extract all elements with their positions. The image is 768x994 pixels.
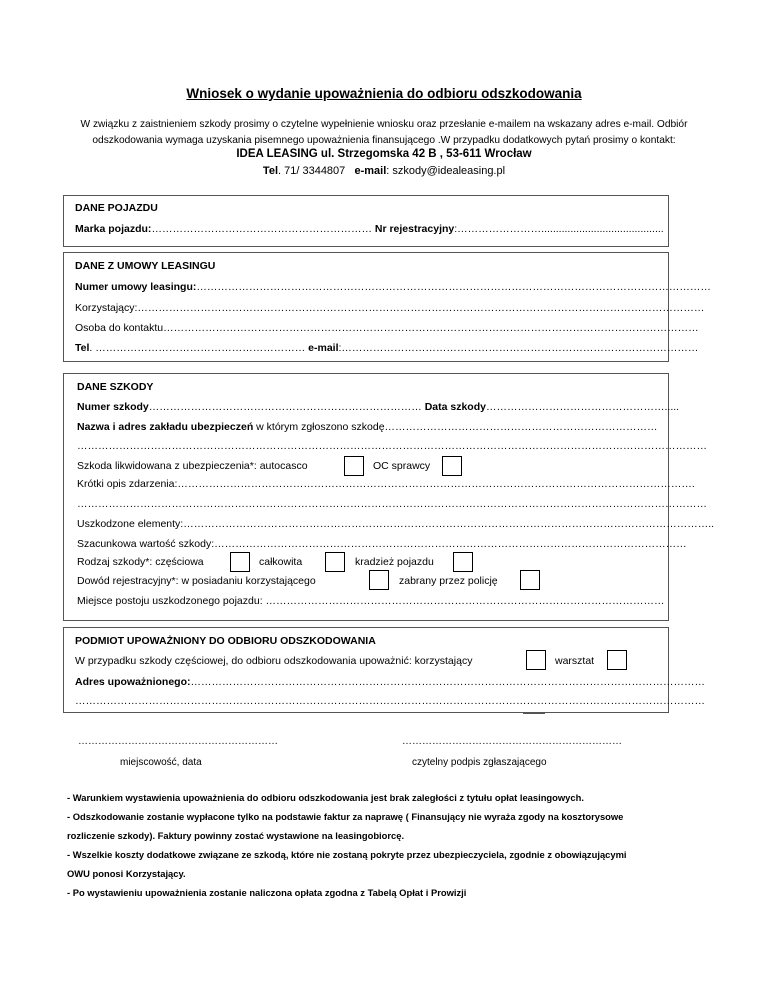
contact-line xyxy=(0,165,768,177)
doc-police-checkbox[interactable] xyxy=(520,570,540,590)
notes xyxy=(67,788,727,902)
damage-heading: DANE SZKODY xyxy=(77,381,154,393)
note-2-cont: rozliczenie szkody). Faktury powinny zostać wystawione na leasingobiorcę. xyxy=(67,830,405,841)
registration-doc-label: Dowód rejestracyjny*: w posiadaniu korzystającego xyxy=(77,575,316,587)
damage-type-label: Rodzaj szkody*: częściowa xyxy=(77,556,204,568)
signature-dots[interactable]: ………………………………………………………… xyxy=(402,736,622,747)
place-date-dots[interactable]: …………………………………………………… xyxy=(78,736,278,747)
damage-section xyxy=(63,373,715,621)
authorized-heading: PODMIOT UPOWAŻNIONY DO ODBIORU ODSZKODOWANIA xyxy=(75,635,376,647)
email-value: : szkody@idealeasing.pl xyxy=(386,165,506,177)
korzystajacy-field[interactable]: Korzystający:……………………………………………………………………………………………………………………………………………… xyxy=(75,302,705,314)
intro-line-2: odszkodowania wymaga uzyskania pisemnego upoważnienia finansującego .W przypadku dodatkowych pytań prosimy o kontakt: xyxy=(92,135,676,146)
partial-damage-checkbox[interactable] xyxy=(230,552,250,572)
marka-label: Marka pojazdu: xyxy=(75,223,152,235)
parking-location-field[interactable]: Miejsce postoju uszkodzonego pojazdu: …………………………………………………………………………………………………… xyxy=(77,595,665,607)
workshop-label: warsztat xyxy=(555,655,595,667)
authorized-address-field[interactable] xyxy=(75,676,705,688)
company-address: IDEA LEASING ul. Strzegomska 42 B , 53-611 Wrocław xyxy=(236,148,532,160)
umowa-number-dots: ………………………………………………………………………………………………………………………………… xyxy=(196,281,711,293)
osoba-kontakt-field[interactable]: Osoba do kontaktu……………………………………………………………………………………………………………………………………… xyxy=(75,322,699,334)
oc-label: OC sprawcy xyxy=(373,460,431,472)
umowa-number-label: Numer umowy leasingu: xyxy=(75,281,197,293)
email-label: e-mail xyxy=(354,165,387,177)
damage-date-dots: ……………………………………………..... xyxy=(485,401,680,413)
theft-label: kradzież pojazdu xyxy=(355,556,434,568)
insurer-dots-line[interactable]: ……………………………………………………………………………………………………………………………………………………………… xyxy=(77,440,707,452)
note-2: - Odszkodowanie zostanie wypłacone tylko na podstawie faktur za naprawę ( Finansujący nie wyraża zgody na kosztorysowe xyxy=(67,811,624,822)
doc-with-lessee-checkbox[interactable] xyxy=(369,570,389,590)
damage-number-field[interactable] xyxy=(77,401,680,413)
note-1: - Warunkiem wystawienia upoważnienia do odbioru odszkodowania jest brak zaległości z tytułu opłat leasingowych. xyxy=(67,792,584,803)
damage-date-label: Data szkody xyxy=(421,401,486,413)
place-date-label: miejscowość, data xyxy=(120,757,202,768)
authorized-address-dots-line[interactable]: ……………………………………………………………………………………………………………………………………………………………… xyxy=(75,695,705,707)
intro-line-1: W związku z zaistnieniem szkody prosimy o czytelne wypełnienie wniosku oraz przesłanie e-mailem na wskazany adres e-mail. Odbiór xyxy=(80,119,688,130)
note-3: - Wszelkie koszty dodatkowe związane ze szkodą, które nie zostaną pokryte przez ubezpieczyciela, zgodnie z obowiązującymi xyxy=(67,849,627,860)
damage-number-label: Numer szkody xyxy=(77,401,149,413)
authorized-address-dots: ………………………………………………………………………………………………………………………………… xyxy=(190,676,705,688)
workshop-checkbox[interactable] xyxy=(607,650,627,670)
damage-number-dots: …………………………………………………………………… xyxy=(148,401,422,413)
marka-dots: ……………………………………………………… xyxy=(151,223,372,235)
tel-label: Tel xyxy=(262,165,278,177)
intro-text xyxy=(50,117,718,149)
note-3-cont: OWU ponosi Korzystający. xyxy=(67,868,186,879)
umowa-number-field[interactable] xyxy=(75,281,711,293)
leasing-email-dots: :………………………………………………………………………………………… xyxy=(338,342,699,354)
leasing-contact-field[interactable] xyxy=(75,342,699,354)
tel-value: . 71/ 3344807 xyxy=(278,165,346,177)
total-damage-checkbox[interactable] xyxy=(325,552,345,572)
nr-rej-dots: :…………………….......................................... xyxy=(454,223,664,235)
leasing-heading: DANE Z UMOWY LEASINGU xyxy=(75,260,216,272)
insurer-label: Nazwa i adres zakładu ubezpieczeń xyxy=(77,421,254,433)
authorized-address-label: Adres upoważnionego: xyxy=(75,676,191,688)
doc-police-label: zabrany przez policję xyxy=(399,575,498,587)
leasing-email-label: e-mail xyxy=(305,342,339,354)
damaged-elements-field[interactable]: Uszkodzone elementy:…………………………………………………………………………………………………………………………………….. xyxy=(77,518,715,530)
description-field[interactable]: Krótki opis zdarzenia:…………………………………………………………………………………………………………………………………. xyxy=(77,478,695,490)
nr-rej-label: Nr rejestracyjny xyxy=(371,223,455,235)
vehicle-section xyxy=(63,195,669,247)
insurer-field[interactable] xyxy=(77,421,660,433)
box-tick-mark xyxy=(523,713,545,714)
lessee-checkbox[interactable] xyxy=(526,650,546,670)
autocasco-checkbox[interactable] xyxy=(344,456,364,476)
note-4: - Po wystawieniu upoważnienia zostanie naliczona opłata zgodna z Tabelą Opłat i Prowizji xyxy=(67,887,467,898)
oc-checkbox[interactable] xyxy=(442,456,462,476)
total-damage-label: całkowita xyxy=(259,556,303,568)
leasing-tel-dots: . …………………………………………………… xyxy=(89,342,306,354)
signature-label: czytelny podpis zgłaszającego xyxy=(412,757,547,768)
insurer-text: w którym zgłoszono szkodę…………………………………………………………………… xyxy=(253,421,658,433)
description-dots-line[interactable]: ……………………………………………………………………………………………………………………………………………………………… xyxy=(77,498,707,510)
damage-value-field[interactable]: Szacunkowa wartość szkody:……………………………………………………………………………………………………………………… xyxy=(77,538,687,550)
theft-checkbox[interactable] xyxy=(453,552,473,572)
authorized-section xyxy=(63,627,705,713)
form-title: Wniosek o wydanie upoważnienia do odbioru odszkodowania xyxy=(186,86,582,101)
authorized-text: W przypadku szkody częściowej, do odbioru odszkodowania upoważnić: korzystający xyxy=(75,655,473,667)
leasing-tel-label: Tel xyxy=(75,342,90,354)
liquidation-label: Szkoda likwidowana z ubezpieczenia*: autocasco xyxy=(77,460,308,472)
vehicle-fields[interactable] xyxy=(75,223,664,235)
vehicle-heading: DANE POJAZDU xyxy=(75,202,158,214)
leasing-section xyxy=(63,252,711,362)
